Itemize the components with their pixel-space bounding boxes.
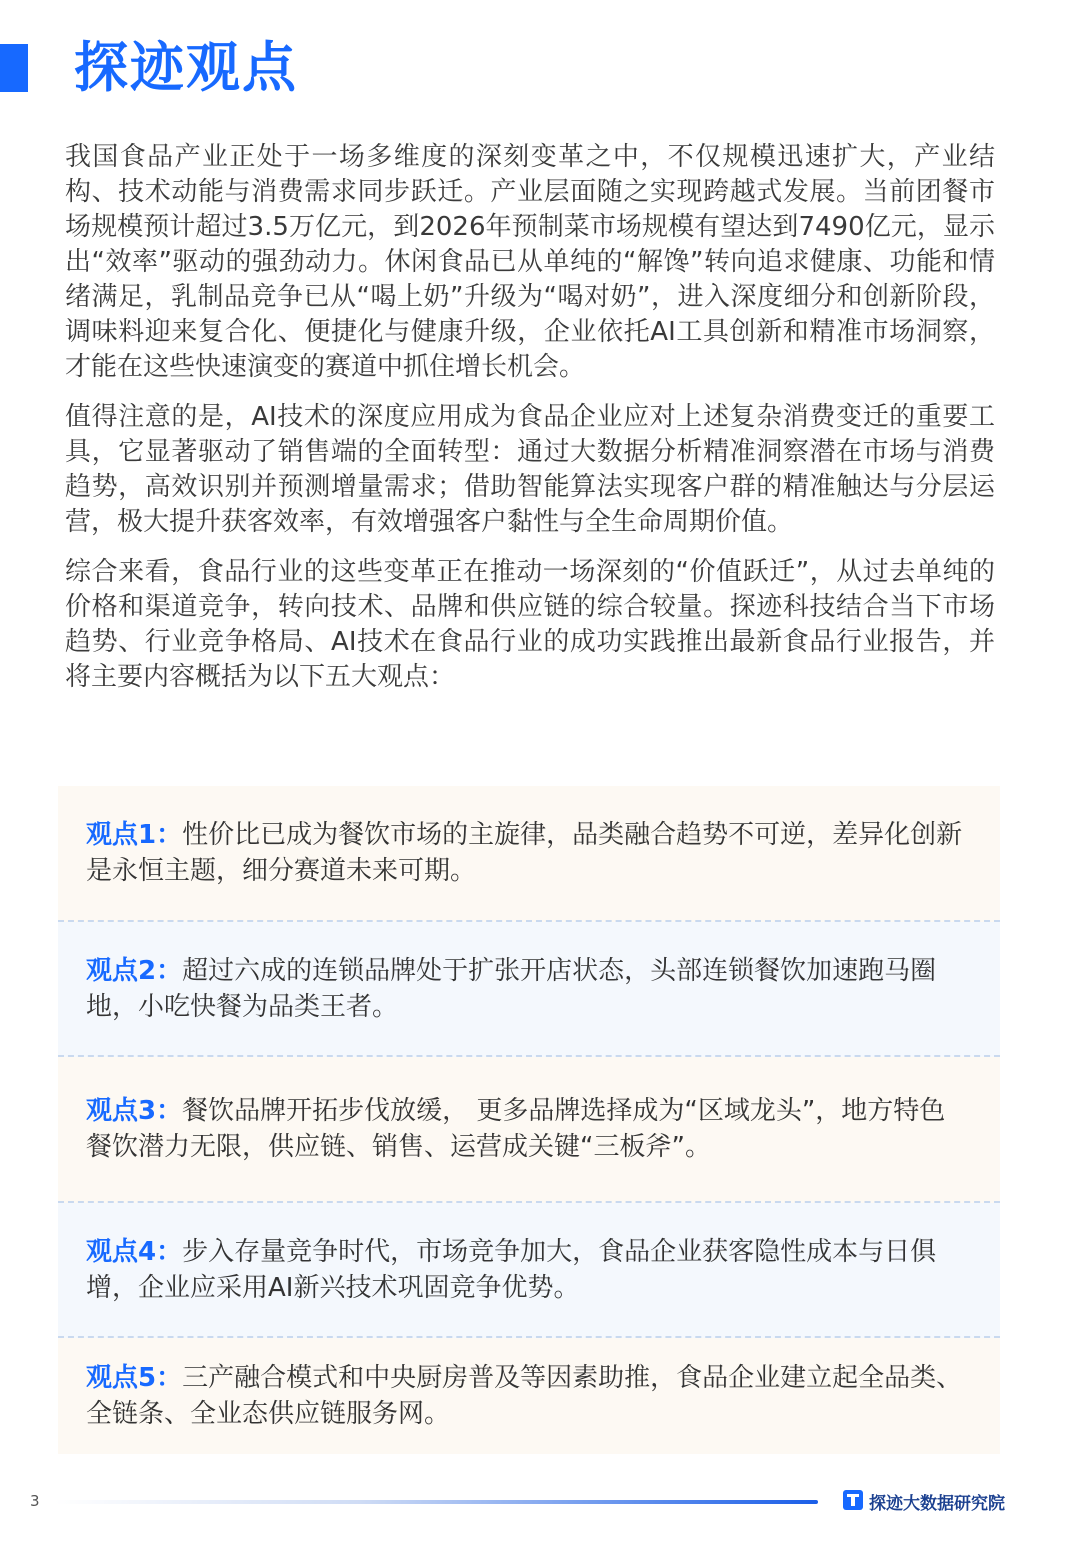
title-accent-bar <box>0 44 28 92</box>
viewpoint-label: 观点1： <box>86 820 183 850</box>
viewpoint-label: 观点4： <box>86 1236 183 1267</box>
viewpoint-label: 观点5： <box>86 1363 183 1393</box>
footer-brand: 探迹大数据研究院 <box>869 1494 1005 1514</box>
viewpoint-label: 观点3： <box>86 1096 183 1126</box>
viewpoint-5 <box>58 1338 1000 1454</box>
paragraph: 我国食品产业正处于一场多维度的深刻变革之中，不仅规模迅速扩大，产业结构、技术动能与消费需求同步跃迁。产业层面随之实现跨越式发展。当前团餐市场规模预计超过3.5万亿元，到2026年预制菜市场规模有望达到7490亿元，显示出“效率”驱动的强劲动力。休闲食品已从单纯的“解馋”转向追求健康、功能和情绪满足，乳制品竞争已从“喝上奶”升级为“喝对奶”，进入深度细分和创新阶段，调味料迎来复合化、便捷化与健康升级，企业依托AI工具创新和精准市场洞察，才能在这些快速演变的赛道中抓住增长机会。 <box>65 142 995 382</box>
viewpoint-text <box>86 1234 970 1306</box>
viewpoint-1 <box>58 786 1000 922</box>
page-number: 3 <box>30 1492 40 1510</box>
paragraph: 值得注意的是，AI技术的深度应用成为食品企业应对上述复杂消费变迁的重要工具，它显著驱动了销售端的全面转型：通过大数据分析精准洞察潜在市场与消费趋势，高效识别并预测增量需求；借助智能算法实现客户群的精准触达与分层运营，极大提升获客效率，有效增强客户黏性与全生命周期价值。 <box>65 402 995 537</box>
tanji-logo-icon <box>843 1490 863 1510</box>
viewpoint-2 <box>58 922 1000 1057</box>
page-title: 探迹观点 <box>74 36 298 99</box>
viewpoints-list <box>58 786 1000 1454</box>
footer-divider <box>55 1500 818 1504</box>
viewpoint-text <box>86 817 970 889</box>
viewpoint-body: 餐饮品牌开拓步伐放缓， 更多品牌选择成为“区域龙头”，地方特色餐饮潜力无限，供应链、销售、运营成关键“三板斧”。 <box>86 1096 946 1162</box>
paragraph: 综合来看，食品行业的这些变革正在推动一场深刻的“价值跃迁”，从过去单纯的价格和渠道竞争，转向技术、品牌和供应链的综合较量。探迹科技结合当下市场趋势、行业竞争格局、AI技术在食品行业的成功实践推出最新食品行业报告，并将主要内容概括为以下五大观点： <box>65 557 995 692</box>
viewpoint-text <box>86 1360 970 1432</box>
viewpoint-body: 性价比已成为餐饮市场的主旋律，品类融合趋势不可逆，差异化创新是永恒主题，细分赛道未来可期。 <box>86 820 963 886</box>
viewpoint-text <box>86 953 970 1025</box>
viewpoint-3 <box>58 1057 1000 1203</box>
viewpoint-body: 步入存量竞争时代，市场竞争加大，食品企业获客隐性成本与日俱增，企业应采用AI新兴技术巩固竞争优势。 <box>86 1236 937 1303</box>
viewpoint-label: 观点2： <box>86 955 183 986</box>
viewpoint-text <box>86 1093 970 1165</box>
viewpoint-4 <box>58 1203 1000 1338</box>
intro-text <box>65 140 995 710</box>
viewpoint-body: 超过六成的连锁品牌处于扩张开店状态，头部连锁餐饮加速跑马圈地，小吃快餐为品类王者。 <box>86 955 937 1022</box>
viewpoint-body: 三产融合模式和中央厨房普及等因素助推，食品企业建立起全品类、全链条、全业态供应链服务网。 <box>86 1363 963 1429</box>
